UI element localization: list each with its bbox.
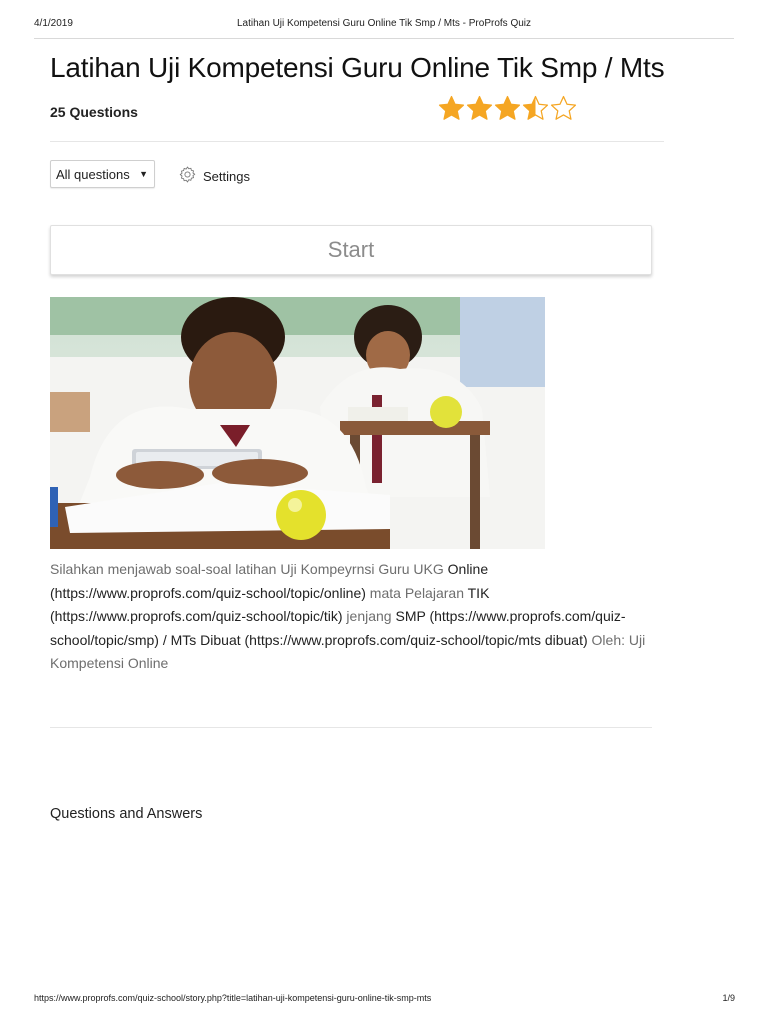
star-icon	[494, 95, 521, 122]
star-icon	[466, 95, 493, 122]
print-page-title: Latihan Uji Kompetensi Guru Online Tik Smp / Mts - ProProfs Quiz	[237, 18, 531, 29]
title-divider	[50, 141, 664, 142]
description-text: jenjang	[342, 608, 396, 624]
chevron-down-icon: ▼	[139, 169, 148, 179]
star-rating	[438, 95, 577, 122]
settings-button[interactable]	[178, 165, 250, 187]
quiz-cover-image	[50, 297, 545, 549]
topic-link-smp[interactable]: SMP (https://www.proprofs.com/quiz-school/topic/smp)	[50, 608, 626, 648]
print-page-number: 1/9	[722, 993, 735, 1003]
description-author: Oleh: Uji Kompetensi Online	[50, 631, 646, 671]
settings-label: Settings	[203, 168, 250, 184]
star-icon	[550, 95, 577, 122]
quiz-title: Latihan Uji Kompetensi Guru Online Tik Smp / Mts	[50, 52, 665, 83]
print-date: 4/1/2019	[34, 18, 73, 29]
description-text: mata Pelajaran	[365, 584, 468, 601]
question-count: 25 Questions	[50, 104, 138, 120]
description-divider	[50, 727, 652, 728]
questions-and-answers-heading: Questions and Answers	[50, 806, 203, 822]
star-icon	[438, 95, 465, 122]
topic-link-mts-dibuat[interactable]: MTs Dibuat (https://www.proprofs.com/quiz-school/topic/mts dibuat)	[170, 631, 588, 648]
topic-link-online[interactable]: Online (https://www.proprofs.com/quiz-school/topic/online)	[50, 561, 489, 601]
header-divider	[34, 38, 734, 39]
quiz-description	[50, 558, 660, 676]
question-filter-value: All questions	[56, 166, 130, 182]
gear-icon	[178, 165, 197, 187]
description-separator: /	[158, 631, 171, 648]
topic-link-tik[interactable]: TIK (https://www.proprofs.com/quiz-school/topic/tik)	[50, 584, 490, 624]
print-footer-url: https://www.proprofs.com/quiz-school/story.php?title=latihan-uji-kompetensi-guru-online-tik-smp-mts	[34, 993, 432, 1003]
star-icon	[522, 95, 549, 122]
description-text: Silahkan menjawab soal-soal latihan Uji Kompeyrnsi Guru UKG	[50, 561, 448, 577]
question-filter-select[interactable]	[50, 160, 155, 188]
start-button[interactable]: Start	[50, 225, 652, 275]
